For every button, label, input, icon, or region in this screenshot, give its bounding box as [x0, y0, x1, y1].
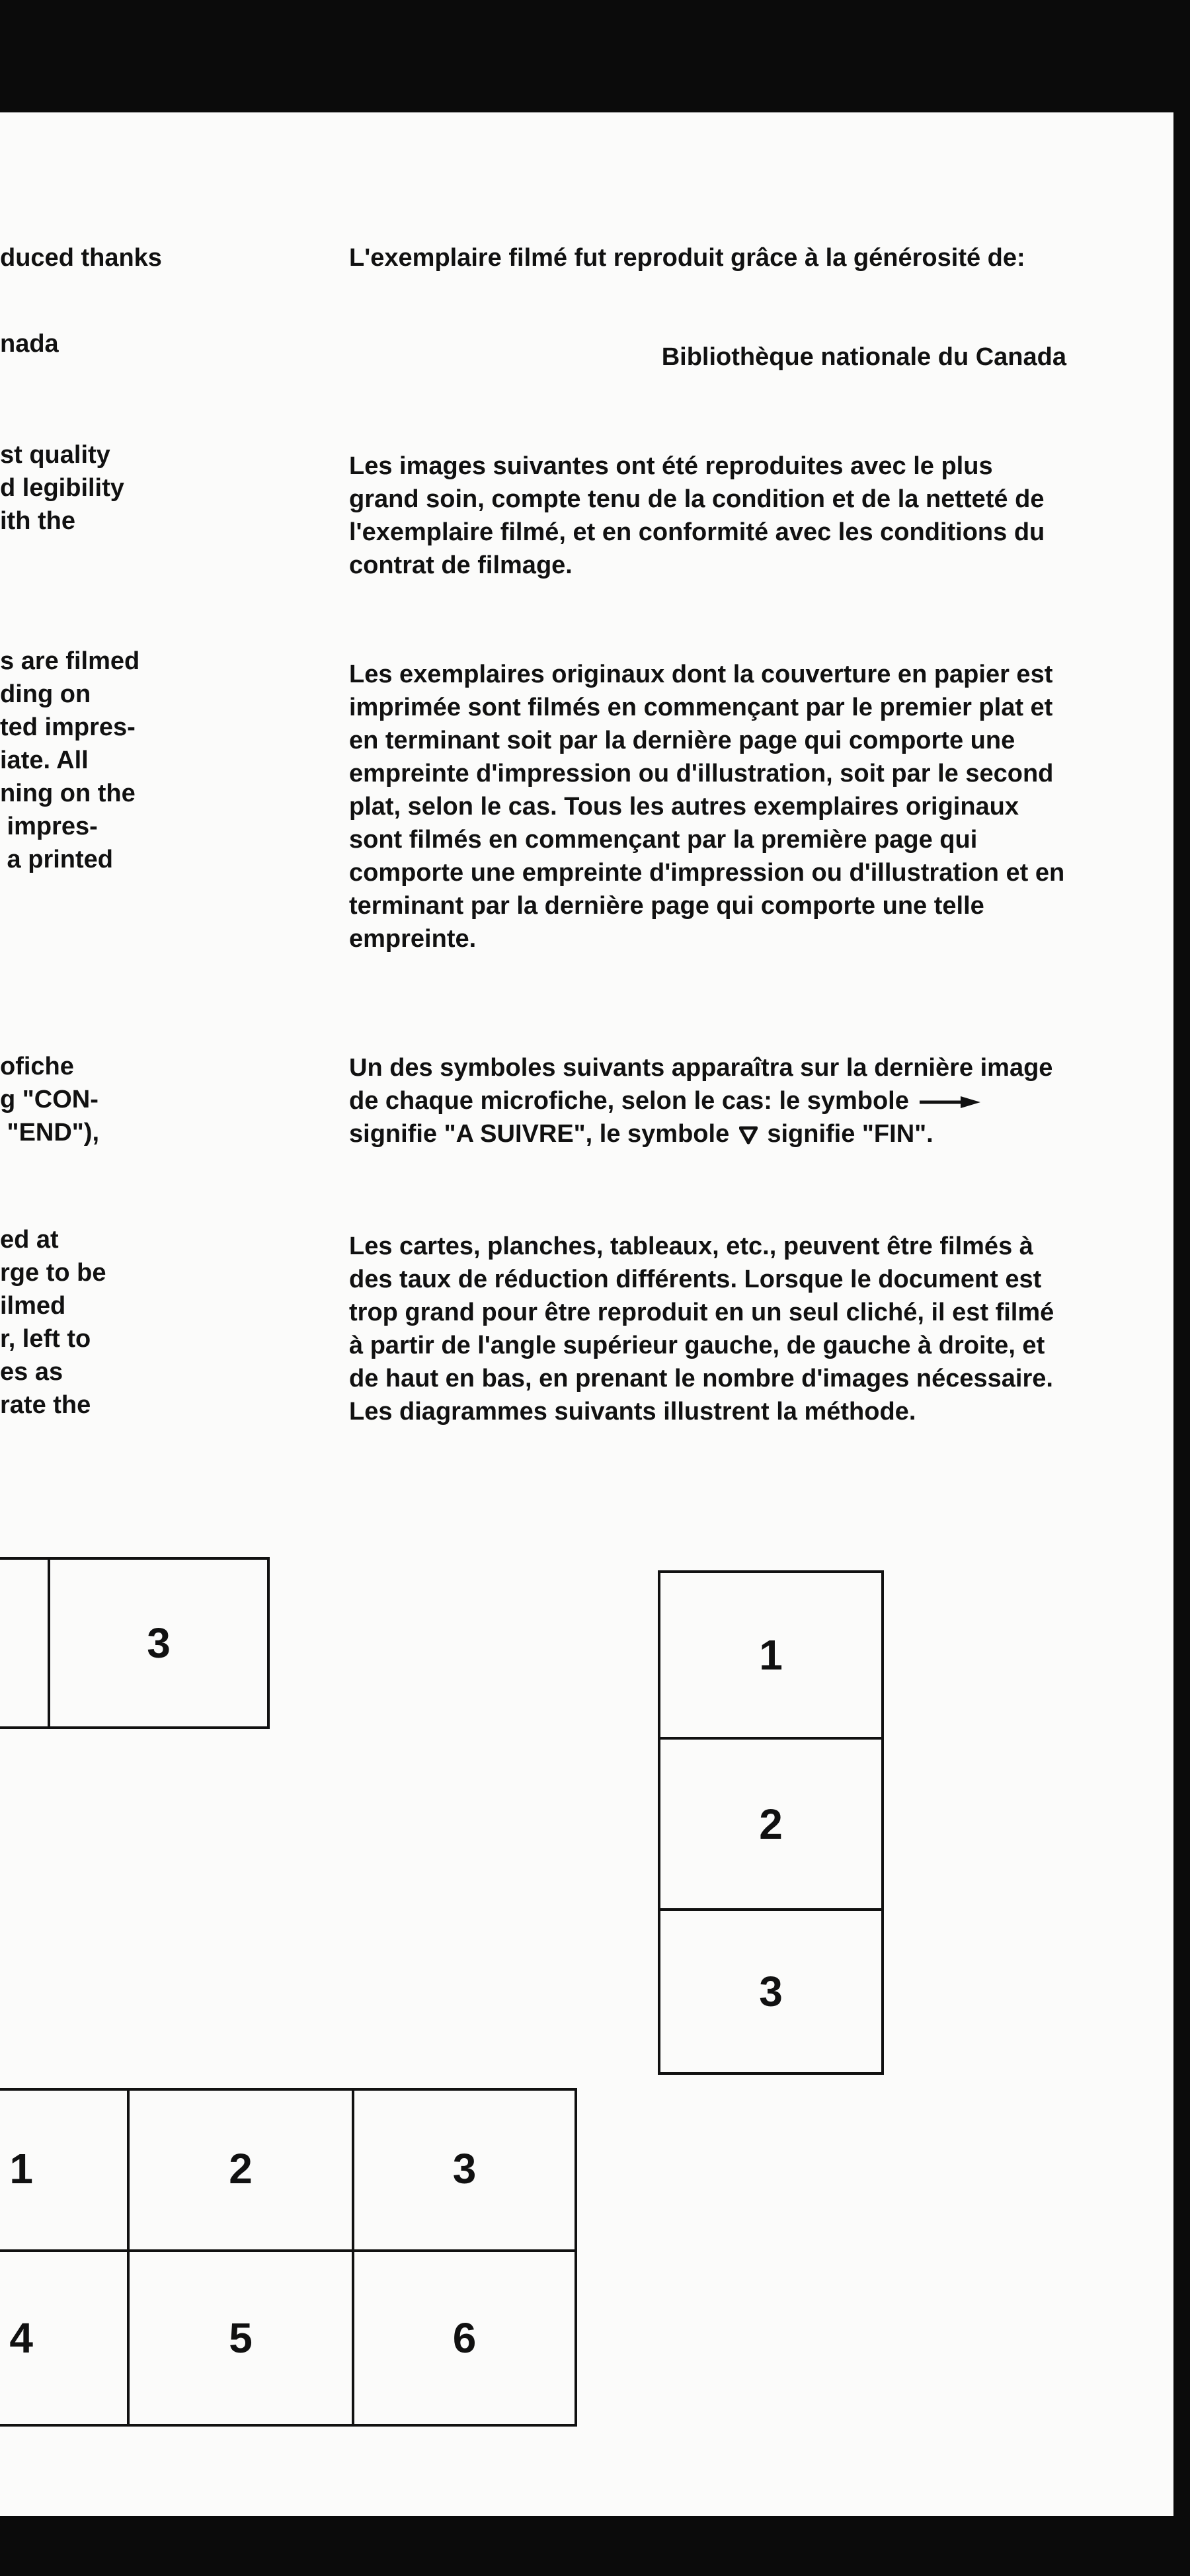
left-text-line: a printed [0, 846, 114, 873]
left-text-line: ith the [0, 507, 75, 535]
arrow-right-icon [920, 1096, 980, 1109]
grid-cell-2: 2 [229, 2145, 253, 2193]
left-text-line: impres- [0, 813, 98, 840]
maps-paragraph: Les cartes, planches, tableaux, etc., peuvent être filmés à des taux de réduction différents. Lorsque le document est trop grand pour être reproduit en un seul cliché, il est filmé à partir de l'angle supérieur gauche, de gauche à droite, et de haut en bas, en prenant le nombre d'images nécessaire. Les diagrammes suivants illustrent la méthode. [349, 1232, 1054, 1426]
grid-cell-3: 3 [452, 2145, 477, 2193]
left-text-line: es as [0, 1358, 63, 1386]
library-name: Bibliothèque nationale du Canada [661, 343, 1066, 371]
frame-cell-partial [0, 1557, 50, 1729]
left-text-line: nada [0, 330, 59, 358]
top-film-margin [0, 0, 1190, 112]
left-text-line: ofiche [0, 1053, 74, 1080]
symbols-text-1: Un des symboles suivants apparaîtra sur la dernière image de chaque microfiche, selon le cas: le symbole [349, 1054, 1053, 1115]
left-text-line: s are filmed [0, 647, 140, 675]
left-text-line: ed at [0, 1226, 59, 1254]
frame-cell-3: 3 [759, 1968, 783, 2015]
triangle-down-icon [739, 1126, 758, 1145]
left-text-line: rge to be [0, 1259, 106, 1287]
bottom-film-margin [0, 2516, 1190, 2576]
symbols-text-3: signifie "FIN". [767, 1120, 933, 1148]
right-film-margin [1173, 0, 1190, 2576]
symbols-text-2: signifie "A SUIVRE", le symbole [349, 1120, 730, 1148]
grid-cell-4: 4 [9, 2314, 33, 2362]
left-text-line: "END"), [0, 1119, 100, 1147]
intro-paragraph: L'exemplaire filmé fut reproduit grâce à la générosité de: [349, 244, 1025, 272]
left-text-line: rate the [0, 1391, 91, 1419]
left-text-line: iate. All [0, 746, 89, 774]
grid-cell-6: 6 [452, 2314, 477, 2362]
grid-cell-5: 5 [229, 2314, 253, 2362]
frame-cell-3: 3 [48, 1557, 270, 1729]
left-text-line: ding on [0, 680, 91, 708]
images-paragraph: Les images suivantes ont été reproduites avec le plus grand soin, compte tenu de la condition et de la netteté de l'exemplaire filmé, et en conformité avec les conditions du contrat de filmage. [349, 452, 1045, 579]
left-text-line: ning on the [0, 780, 136, 807]
originals-paragraph: Les exemplaires originaux dont la couverture en papier est imprimée sont filmés en commençant par le premier plat et en terminant soit par la dernière page qui comporte une empreinte d'impression ou d'illustration, soit par le second plat, selon le cas. Tous les autres exemplaires originaux sont filmés en commençant par la première page qui comporte une empreinte d'impression ou d'illustration et en terminant par la dernière page qui comporte une telle empreinte. [349, 661, 1065, 953]
left-text-line: ted impres- [0, 713, 136, 741]
vertical-frames-diagram [658, 1570, 884, 2075]
left-text-line: g "CON- [0, 1086, 99, 1113]
frame-cell-1: 1 [759, 1631, 783, 1679]
left-text-line: ilmed [0, 1292, 66, 1320]
grid-cell-1: 1 [9, 2145, 33, 2193]
left-text-line: r, left to [0, 1325, 91, 1353]
document-page [0, 112, 1173, 2516]
left-text-line: duced thanks [0, 244, 162, 272]
frame-cell-2: 2 [759, 1800, 783, 1848]
symbols-paragraph [349, 1051, 1066, 1150]
left-text-line: st quality [0, 441, 110, 469]
left-text-line: d legibility [0, 474, 124, 502]
